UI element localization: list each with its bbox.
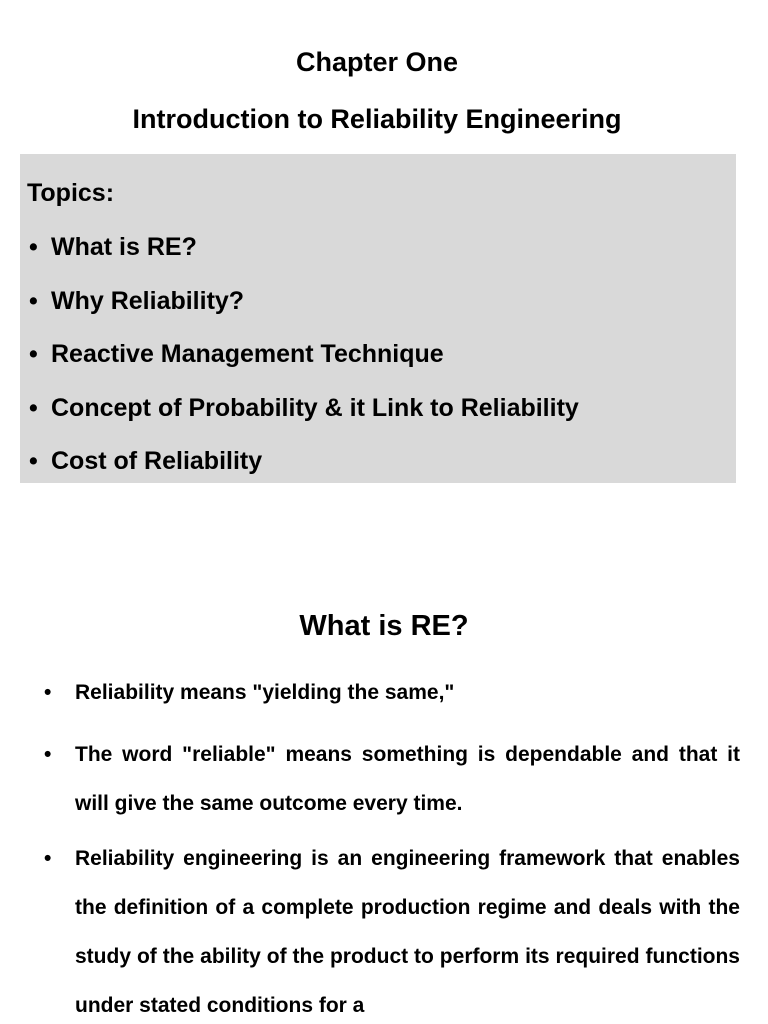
topic-item: [27, 230, 736, 284]
bullet-icon: •: [29, 340, 38, 368]
bullet-icon: •: [29, 233, 38, 261]
topic-item: [27, 337, 736, 391]
topics-list: [27, 230, 736, 498]
topic-item-label: What is RE?: [51, 233, 197, 261]
topic-item-label: Concept of Probability & it Link to Reliability: [51, 393, 579, 422]
definition-text: The word "reliable" means something is dependable and that it will give the same outcome every time.: [75, 743, 740, 816]
chapter-subtitle: Introduction to Reliability Engineering: [132, 104, 622, 134]
topics-box: [20, 154, 736, 483]
definition-text: Reliability engineering is an engineering framework that enables the definition of a complete production regime and deals with the study of the ability of the product to perform its required functions under stated conditions for a: [75, 846, 740, 1018]
definition-text: Reliability means "yielding the same,": [75, 681, 455, 704]
definition-item: [42, 834, 740, 1024]
chapter-title: Chapter One: [295, 47, 459, 77]
bullet-icon: •: [44, 846, 52, 870]
definition-item: [42, 730, 740, 829]
bullet-icon: •: [44, 743, 52, 766]
topic-item-label: Reactive Management Technique: [51, 340, 444, 368]
bullet-icon: •: [29, 447, 38, 475]
topic-item-label: Why Reliability?: [51, 286, 245, 315]
bullet-icon: •: [29, 286, 38, 315]
bullet-icon: •: [44, 681, 52, 704]
topic-item: [27, 444, 736, 498]
bullet-icon: •: [29, 393, 38, 422]
topic-item: [27, 391, 736, 445]
section-title: What is RE?: [299, 610, 469, 642]
definition-list: [42, 676, 740, 1024]
definition-item: [42, 676, 740, 710]
topic-item: [27, 284, 736, 338]
topics-heading: Topics:: [27, 179, 115, 207]
topic-item-label: Cost of Reliability: [51, 447, 263, 475]
